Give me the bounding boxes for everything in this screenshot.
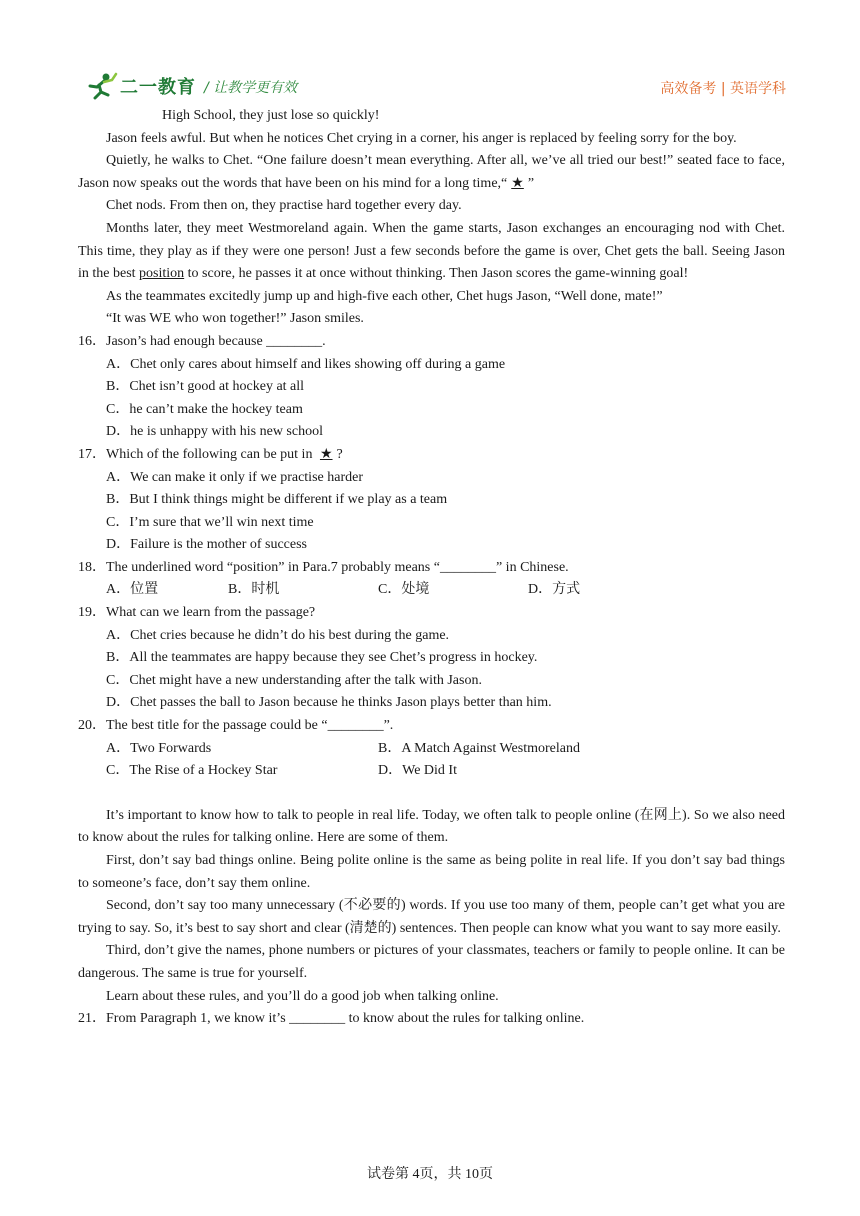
page-header [84,70,786,104]
runner-logo-icon [84,72,118,100]
option: A．We can make it only if we practise harder [106,469,363,485]
question-stem: 16．Jason’s had enough because ________. [78,333,326,349]
question-17 [78,444,785,557]
p4-text-a: Months later, they meet Westmoreland again. When the game starts, Jason exchanges an encouraging nod with Chet. This time, they play as if they were one person! Just a few seconds before the game is over, Chet gets the ball. Seeing Jason in the best [78,220,785,282]
option: B．But I think things might be different if we play as a team [106,492,448,508]
passage2-p1: It’s important to know how to talk to people in real life. Today, we often talk to people online (在网上). So we also need to know about the rules for talking online. Here are some of them. [78,807,785,846]
question-19 [78,602,785,715]
header-slogan: / 让教学更有效 [204,80,298,96]
option: C．I’m sure that we’ll win next time [106,514,314,530]
option: A．位置 [106,582,159,598]
question-stem: 19．What can we learn from the passage? [78,605,316,621]
option: C．处境 [378,582,430,598]
p2-text: Quietly, he walks to Chet. “One failure doesn’t mean everything. After all, we’ve all tried our best!” seated face to face, Jason now speaks out the words that have been on his mind for a long time,“ [78,153,785,191]
option-row [106,760,785,783]
option: A．Chet only cares about himself and likes showing off during a game [106,356,506,372]
option-row [106,738,785,761]
passage1-line-cont: High School, they just lose so quickly! [162,108,380,123]
star-blank: ★ [319,446,333,462]
question-stem [78,444,785,467]
question-stem: 20．The best title for the passage could be “________”. [78,718,394,734]
option: A．Chet cries because he didn’t do his best during the game. [106,627,450,643]
option: D．Chet passes the ball to Jason because he thinks Jason plays better than him. [106,695,552,711]
stem-end: ? [336,446,343,462]
question-stem: 18．The underlined word “position” in Para.7 probably means “________” in Chinese. [78,559,569,575]
question-16 [78,331,785,444]
stem-text: 17．Which of the following can be put in [78,446,316,462]
option: C．he can’t make the hockey team [106,401,303,417]
question-21-stem: 21．From Paragraph 1, we know it’s ________ to know about the rules for talking online. [78,1011,585,1027]
document-body [78,105,785,1031]
underlined-word: position [139,266,185,282]
passage2-p3: Second, don’t say too many unnecessary (不必要的) words. If you use too many of them, people can’t get what you are trying to say. So, it’s best to say short and clear (清楚的) sentences. Then people can know what you want to say more easily. [78,898,785,936]
p4-text-b: to score, he passes it at once without thinking. Then Jason scores the game-winning goal! [184,266,689,282]
option: D．Failure is the mother of success [106,537,308,553]
option: D．We Did It [378,763,457,779]
page-footer: 试卷第 4页，共 10页 [367,1167,493,1182]
passage1-p6: “It was WE who won together!” Jason smiles. [106,311,364,327]
p2-close-quote: ” [527,175,535,191]
passage2-p5: Learn about these rules, and you’ll do a good job when talking online. [106,988,499,1004]
option-row [106,579,785,602]
passage1-p1: Jason feels awful. But when he notices Chet crying in a corner, his anger is replaced by feeling sorry for the boy. [106,130,737,146]
header-subject: 高效备考 | 英语学科 [660,81,786,97]
question-20 [78,715,785,783]
logo [84,72,196,100]
option: D．he is unhappy with his new school [106,424,323,440]
option: B．Chet isn’t good at hockey at all [106,379,305,395]
passage2-p2: First, don’t say bad things online. Being polite online is the same as being polite in real life. If you don’t say bad things to someone’s face, don’t say them online. [78,853,785,891]
passage1-p3: Chet nods. From then on, they practise hard together every day. [106,198,462,214]
option: B．时机 [228,582,280,598]
option: B．All the teammates are happy because they see Chet’s progress in hockey. [106,650,538,666]
passage1-p5: As the teammates excitedly jump up and high-five each other, Chet hugs Jason, “Well done, mate!” [106,288,663,304]
option: C．Chet might have a new understanding after the talk with Jason. [106,672,482,688]
option: C．The Rise of a Hockey Star [106,763,278,779]
option: B．A Match Against Westmoreland [378,740,580,756]
passage1-p4 [78,218,785,286]
passage2-p4: Third, don’t give the names, phone numbers or pictures of your classmates, teachers or family to people online. It can be dangerous. The same is true for yourself. [78,943,785,981]
option: D．方式 [528,582,581,598]
passage1-p2 [78,150,785,195]
question-18 [78,557,785,602]
logo-text: 二一教育 [120,77,196,98]
option: A．Two Forwards [106,740,212,756]
star-blank: ★ [511,175,524,191]
